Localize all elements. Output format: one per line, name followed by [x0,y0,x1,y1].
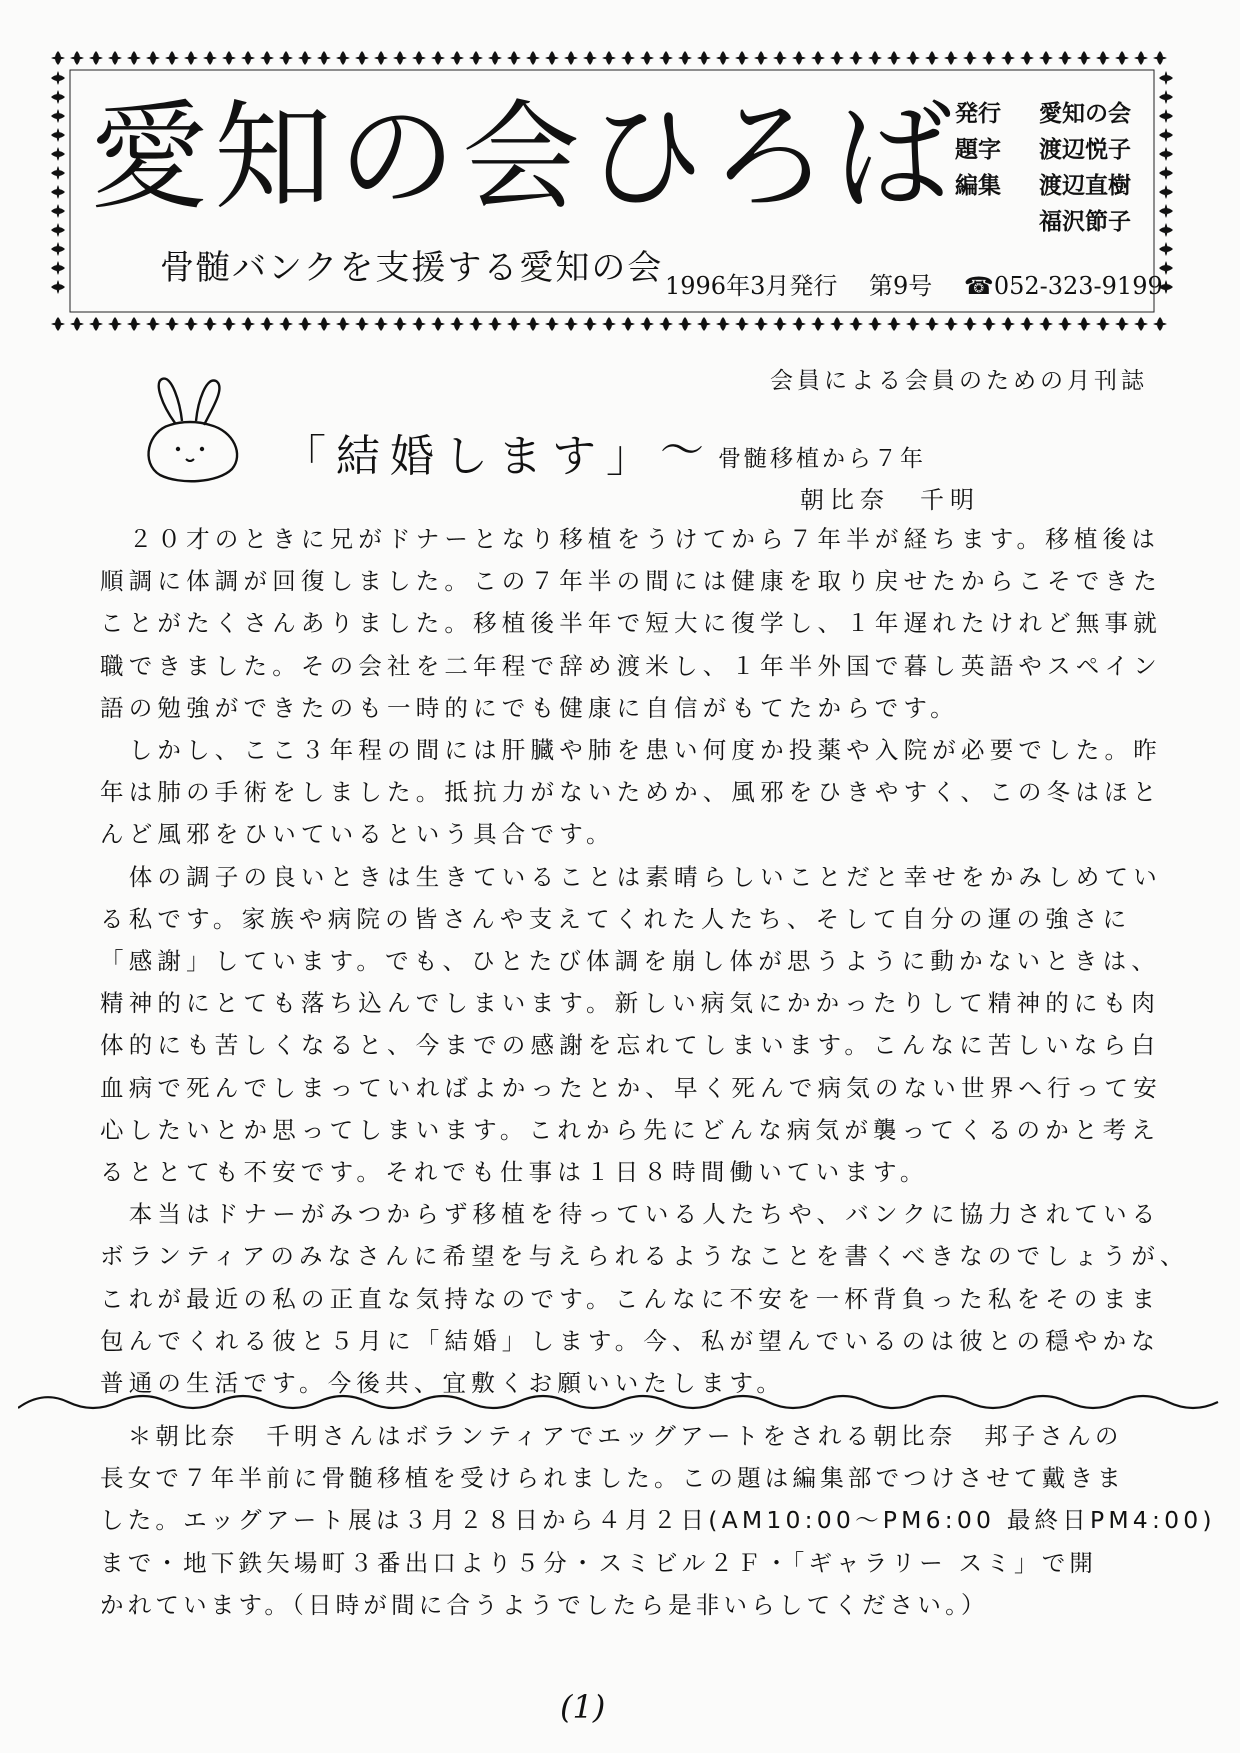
border-ornament [184,317,198,331]
border-ornament [697,51,711,65]
border-ornament [260,51,274,65]
border-ornament [868,51,882,65]
border-ornament [1096,51,1110,65]
border-ornament [564,317,578,331]
body-line: 本当はドナーがみつからず移植を待っている人たちや、バンクに協力されている [100,1200,1161,1229]
border-ornament [735,51,749,65]
note-line: ＊朝比奈 千明さんはボランティアでエッグアートをされる朝比奈 邦子さんの [100,1422,1123,1450]
issue-date: 1996年3月発行 [665,272,838,300]
border-ornament [146,317,160,331]
border-ornament [51,261,65,275]
border-ornament [564,51,578,65]
border-ornament [336,51,350,65]
border-ornament [127,317,141,331]
border-ornament [868,317,882,331]
article-body [100,518,1189,1404]
credit-role [955,204,1039,240]
border-ornament [89,317,103,331]
body-line: 普通の生活です。今後共、宜敷くお願いいたします。 [100,1369,786,1398]
border-ornament [393,51,407,65]
body-line: んど風邪をひいているという具合です。 [100,820,615,849]
title-tilde: ～ [660,425,704,476]
border-ornament [260,317,274,331]
border-ornament [1159,128,1173,142]
border-ornament [1115,317,1129,331]
border-ornament [507,51,521,65]
body-line: るととても不安です。それでも仕事は１日８時間働いています。 [100,1158,929,1187]
body-line: しかし、ここ３年程の間には肝臓や肺を患い何度か投薬や入院が必要でした。昨 [100,736,1162,765]
note-line: 長女で７年半前に骨髄移植を受けられました。この題は編集部でつけさせて戴きま [100,1464,1125,1493]
border-ornament [621,51,635,65]
border-ornament [203,51,217,65]
border-ornament [1001,51,1015,65]
body-line: 職できました。その会社を二年程で辞め渡米し、１年半外国で暮し英語やスペイン [100,651,1162,680]
border-ornament [1159,223,1173,237]
border-ornament [1058,317,1072,331]
border-ornament [602,317,616,331]
border-ornament [830,51,844,65]
border-ornament [51,71,65,85]
border-ornament [716,317,730,331]
border-ornament [51,147,65,161]
border-ornament [887,51,901,65]
border-ornament [526,51,540,65]
body-line: 体の調子の良いときは生きていることは素晴らしいことだと幸せをかみしめてい [100,862,1162,891]
border-ornament [1134,317,1148,331]
border-ornament [393,317,407,331]
credit-name: 渡辺直樹 [1039,173,1131,199]
border-ornament [1020,317,1034,331]
body-line: 血病で死んでしまっていればよかったとか、早く死んで病気のない世界へ行って安 [100,1073,1162,1102]
article-author: 朝比奈 千明 [800,486,980,514]
border-ornament [1159,204,1173,218]
issue-info [665,266,1187,301]
border-ornament [1058,51,1072,65]
credit-role: 題字 [955,137,1001,163]
border-ornament [51,90,65,104]
border-ornament [545,317,559,331]
border-ornament [944,317,958,331]
border-ornament [70,317,84,331]
border-ornament [51,204,65,218]
border-ornament [1153,51,1167,65]
body-line: 年は肺の手術をしました。抵抗力がないためか、風邪をひきやすく、この冬はほと [100,778,1162,807]
body-line: る私です。家族や病院の皆さんや支えてくれた人たち、そして自分の運の強さに [100,904,1132,933]
border-ornament [754,317,768,331]
border-ornament [773,51,787,65]
border-ornament [963,317,977,331]
border-ornament [1077,317,1091,331]
border-ornament [1039,317,1053,331]
border-ornament [1134,51,1148,65]
page-number: (1) [560,1688,606,1726]
border-ornament [317,51,331,65]
border-ornament [1159,109,1173,123]
border-ornament [203,317,217,331]
border-ornament [1001,317,1015,331]
body-line: 順調に体調が回復しました。この７年半の間には健康を取り戻せたからこそできた [100,567,1162,596]
border-ornament [184,51,198,65]
border-ornament [583,51,597,65]
border-ornament [431,51,445,65]
credit-role: 発行 [955,101,1001,127]
issue-number: 第9号 [869,272,933,300]
border-ornament [507,317,521,331]
masthead-subtitle: 骨髄バンクを支援する愛知の会 [160,248,664,288]
border-ornament [982,317,996,331]
border-ornament [849,51,863,65]
border-ornament [70,51,84,65]
border-ornament [792,317,806,331]
border-ornament [526,317,540,331]
border-ornament [925,317,939,331]
credit-name: 渡辺悦子 [1039,137,1131,163]
border-ornament [1153,317,1167,331]
border-ornament [469,317,483,331]
border-ornament [925,51,939,65]
border-ornament [1020,51,1034,65]
border-ornament [146,51,160,65]
border-ornament [108,317,122,331]
credit-row [955,96,1131,132]
border-ornament [51,242,65,256]
border-ornament [51,51,65,65]
body-line: 包んでくれる彼と５月に「結婚」します。今、私が望んでいるのは彼との穏やかな [100,1326,1161,1355]
border-ornament [51,317,65,331]
border-ornament [374,317,388,331]
border-ornament [811,51,825,65]
border-ornament [89,51,103,65]
border-ornament [678,51,692,65]
border-ornament [792,51,806,65]
border-ornament [336,317,350,331]
border-ornament [811,317,825,331]
credit-name: 愛知の会 [1039,101,1131,127]
border-ornament [127,51,141,65]
border-ornament [51,185,65,199]
border-ornament [906,317,920,331]
border-ornament [754,51,768,65]
note-line: した。エッグアート展は３月２８日から４月２日(AM10:00～PM6:00 最終日PM4:00) [100,1506,1216,1535]
border-ornament [355,51,369,65]
body-line: ことがたくさんありました。移植後半年で短大に復学し、１年遅れたけれど無事就 [100,609,1162,638]
border-ornament [716,51,730,65]
border-ornament [849,317,863,331]
border-ornament [640,51,654,65]
border-ornament [488,51,502,65]
border-ornament [279,317,293,331]
border-ornament [1159,166,1173,180]
border-ornament [1039,51,1053,65]
border-ornament [545,51,559,65]
border-ornament [678,317,692,331]
body-line: 「感謝」しています。でも、ひとたび体調を崩し体が思うように動かないときは、 [100,947,1161,976]
border-ornament [906,51,920,65]
body-line: 体的にも苦しくなると、今までの感謝を忘れてしまいます。こんなに苦しいなら白 [100,1031,1161,1060]
border-ornament [431,317,445,331]
body-line: 語の勉強ができたのも一時的にでも健康に自信がもてたからです。 [100,693,959,722]
border-ornament [165,317,179,331]
border-ornament [1159,185,1173,199]
border-ornament [241,317,255,331]
article-subtitle: 骨髄移植から７年 [718,446,926,472]
border-ornament [279,51,293,65]
border-ornament [450,51,464,65]
border-ornament [51,223,65,237]
border-ornament [222,51,236,65]
border-ornament [298,51,312,65]
border-ornament [108,51,122,65]
border-ornament [1077,51,1091,65]
border-ornament [412,51,426,65]
border-ornament [1159,147,1173,161]
border-ornament [583,317,597,331]
border-ornament [165,51,179,65]
body-line: これが最近の私の正直な気持なのです。こんなに不安を一杯背負った私をそのまま [100,1284,1161,1313]
border-ornament [317,317,331,331]
border-ornament [963,51,977,65]
body-line: 精神的にとても落ち込んでしまいます。新しい病気にかかったりして精神的にも肉 [100,989,1161,1018]
credit-row [955,168,1131,204]
credit-row [955,132,1131,168]
border-ornament [488,317,502,331]
rabbit-icon [140,375,240,485]
editor-note [100,1415,1216,1626]
border-ornament [659,317,673,331]
border-ornament [773,317,787,331]
border-ornament [374,51,388,65]
border-ornament [355,317,369,331]
credit-name: 福沢節子 [1039,209,1131,235]
body-line: ボランティアのみなさんに希望を与えられるようなことを書くべきなのでしょうが、 [100,1242,1189,1271]
border-ornament [735,317,749,331]
credits-block [955,96,1131,240]
border-ornament [241,51,255,65]
border-ornament [469,51,483,65]
border-ornament [51,280,65,294]
phone-number: ☎052-323-9199 [963,272,1163,300]
border-ornament [1096,317,1110,331]
border-ornament [659,51,673,65]
border-ornament [51,128,65,142]
border-ornament [602,51,616,65]
credit-role: 編集 [955,173,1001,199]
border-ornament [412,317,426,331]
border-ornament [944,51,958,65]
border-ornament [621,317,635,331]
credit-row [955,204,1131,240]
border-ornament [982,51,996,65]
border-ornament [697,317,711,331]
border-ornament [1115,51,1129,65]
border-ornament [640,317,654,331]
note-line: かれています。（日時が間に合うようでしたら是非いらしてください。） [100,1590,989,1619]
border-ornament [1159,90,1173,104]
border-ornament [298,317,312,331]
border-ornament [450,317,464,331]
border-ornament [830,317,844,331]
border-ornament [1159,71,1173,85]
border-ornament [51,166,65,180]
note-line: まで・地下鉄矢場町３番出口より５分・スミビル２Ｆ・「ギャラリー スミ」で開 [100,1548,1098,1577]
border-ornament [222,317,236,331]
body-line: ２０才のときに兄がドナーとなり移植をうけてから７年半が経ちます。移植後は [100,525,1161,553]
wavy-divider [18,1380,1228,1420]
border-ornament [1159,242,1173,256]
border-ornament [887,317,901,331]
border-ornament [51,109,65,123]
body-line: 心したいとか思ってしまいます。これから先にどんな病気が襲ってくるのかと考え [100,1115,1161,1144]
tagline: 会員による会員のための月刊誌 [770,368,1148,394]
masthead-title: 愛知の会ひろば [90,88,959,226]
article-title: 「結婚します」 [282,431,660,482]
